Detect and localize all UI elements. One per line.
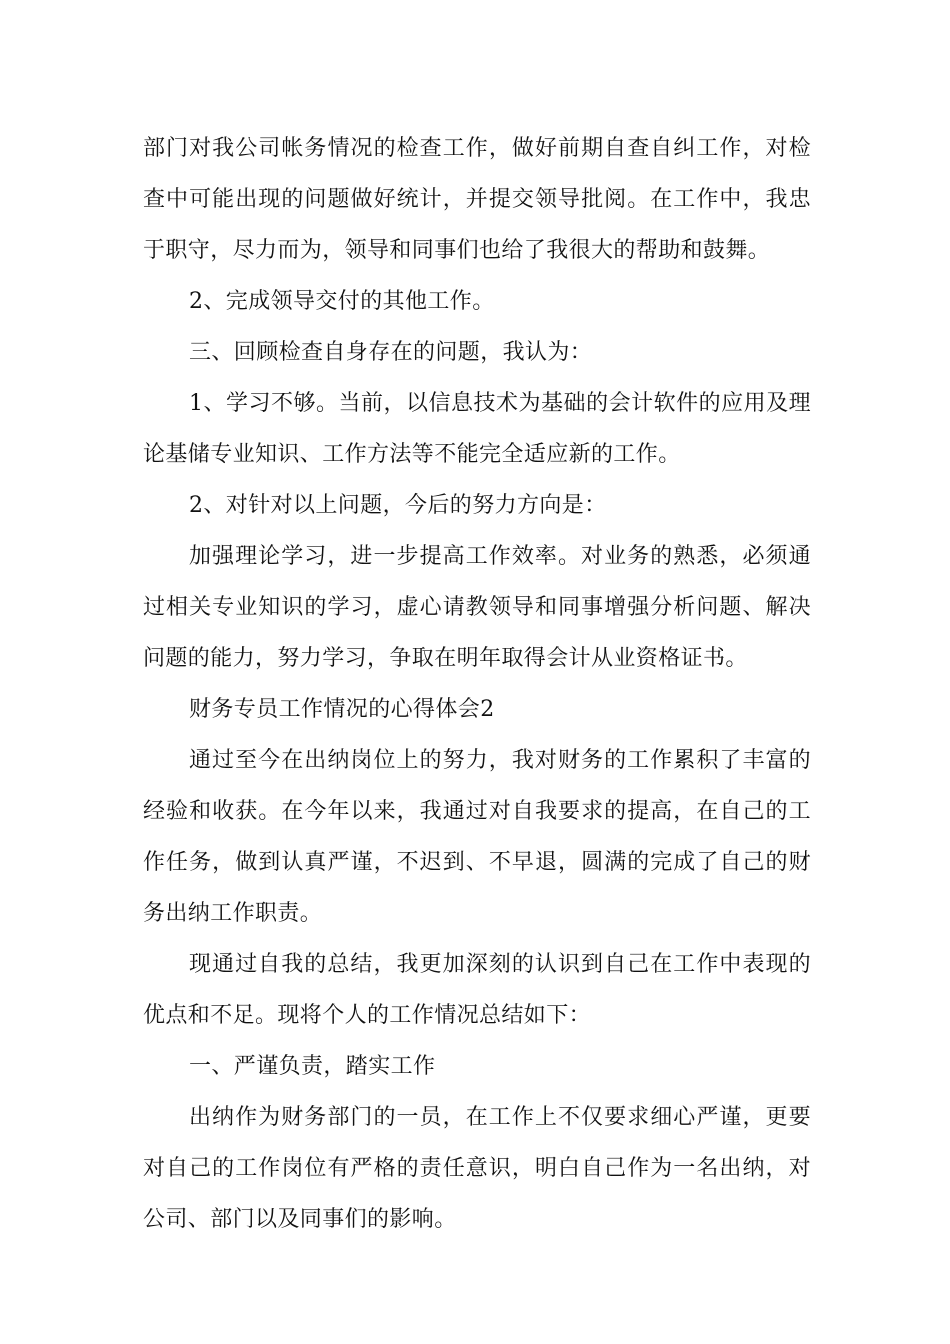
paragraph-9: 现通过自我的总结，我更加深刻的认识到自己在工作中表现的优点和不足。现将个人的工作情况总结如下：	[143, 952, 811, 1028]
paragraph-5: 2、对针对以上问题，今后的努力方向是：	[189, 493, 607, 518]
paragraph-8: 通过至今在出纳岗位上的努力，我对财务的工作累积了丰富的经验和收获。在今年以来，我通过对自我要求的提高，在自己的工作任务，做到认真严谨，不迟到、不早退，圆满的完成了自己的财务出纳工作职责。	[143, 748, 811, 926]
paragraph-4: 1、学习不够。当前，以信息技术为基础的会计软件的应用及理论基储专业知识、工作方法等不能完全适应新的工作。	[143, 391, 811, 467]
paragraph-3: 三、回顾检查自身存在的问题，我认为：	[189, 340, 593, 365]
section-heading: 财务专员工作情况的心得体会2	[189, 697, 495, 722]
paragraph-1: 部门对我公司帐务情况的检查工作，做好前期自查自纠工作，对检查中可能出现的问题做好统计，并提交领导批阅。在工作中，我忠于职守，尽力而为，领导和同事们也给了我很大的帮助和鼓舞。	[143, 136, 811, 263]
paragraph-2: 2、完成领导交付的其他工作。	[189, 289, 495, 314]
paragraph-6: 加强理论学习，进一步提高工作效率。对业务的熟悉，必须通过相关专业知识的学习，虚心请教领导和同事增强分析问题、解决问题的能力，努力学习，争取在明年取得会计从业资格证书。	[143, 544, 811, 671]
paragraph-11: 出纳作为财务部门的一员，在工作上不仅要求细心严谨，更要对自己的工作岗位有严格的责任意识，明白自己作为一名出纳，对公司、部门以及同事们的影响。	[143, 1105, 811, 1232]
document-body	[143, 123, 811, 1245]
paragraph-10: 一、严谨负责，踏实工作	[189, 1054, 436, 1079]
